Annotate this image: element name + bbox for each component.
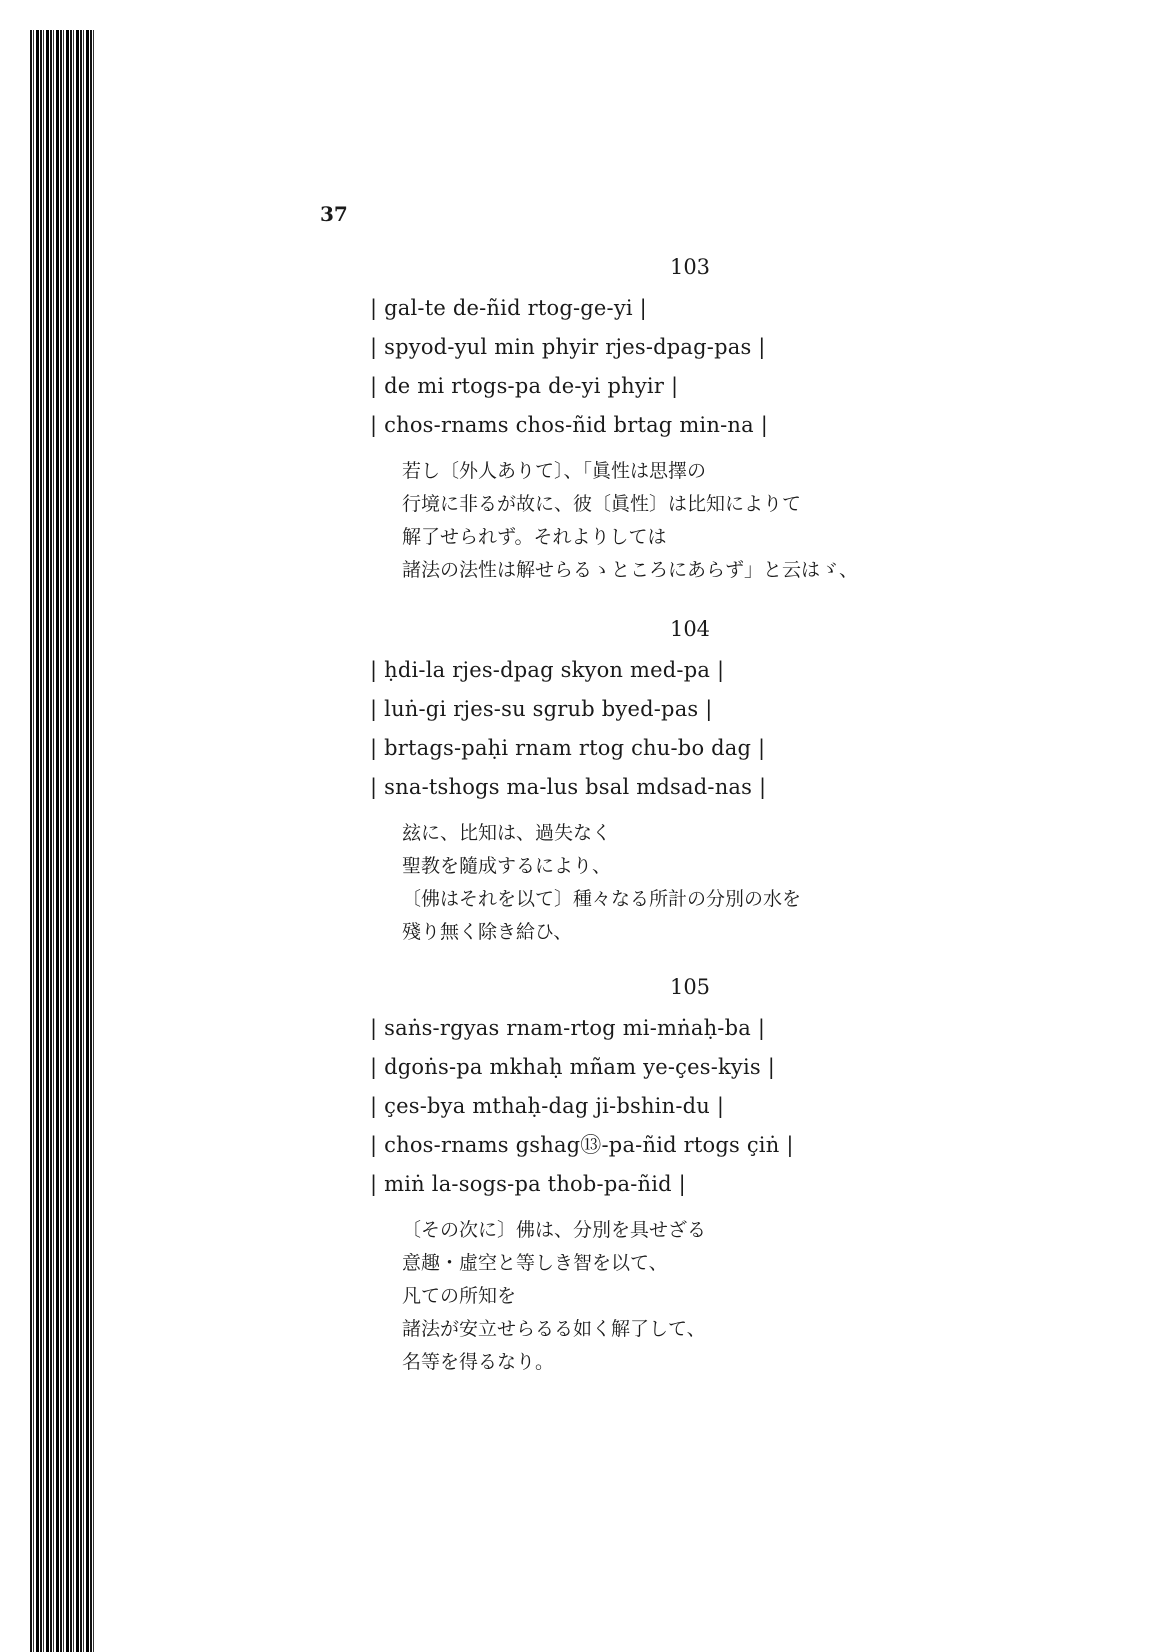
japanese-translation	[370, 817, 1010, 949]
japanese-line: 〔佛はそれを以て〕種々なる所計の分別の水を	[402, 888, 802, 910]
japanese-translation	[370, 1214, 1010, 1379]
japanese-line: 解了せられず。それよりしては	[402, 526, 667, 548]
japanese-line: 殘り無く除き給ひ、	[402, 921, 573, 943]
verse-number: 103	[669, 255, 711, 279]
japanese-line: 聖教を隨成するにより、	[402, 855, 612, 877]
tibetan-line: | spyod-yul min phyir rjes-dpag-pas |	[370, 335, 766, 359]
verse-section	[370, 617, 1010, 949]
tibetan-line: | de mi rtogs-pa de-yi phyir |	[370, 374, 679, 398]
japanese-line: 玆に、比知は、過失なく	[402, 822, 612, 844]
tibetan-line: | saṅs-rgyas rnam-rtog mi-mṅaḥ-ba |	[370, 1016, 766, 1040]
japanese-line: 意趣・虛空と等しき智を以て、	[402, 1252, 668, 1274]
verse-section	[370, 975, 1010, 1379]
japanese-line: 諸法の法性は解せらるゝところにあらず」と云はゞ、	[402, 559, 859, 581]
verse-number: 104	[669, 617, 711, 641]
tibetan-line: | brtags-paḥi rnam rtog chu-bo dag |	[370, 736, 766, 760]
japanese-translation	[370, 455, 1010, 587]
tibetan-line: | sna-tshogs ma-lus bsal mdsad-nas |	[370, 775, 767, 799]
tibetan-line: | ḥdi-la rjes-dpag skyon med-pa |	[370, 658, 725, 682]
tibetan-line: | çes-bya mthaḥ-dag ji-bshin-du |	[370, 1094, 725, 1118]
page-number: 37	[320, 202, 348, 226]
verse-section	[370, 255, 1010, 587]
japanese-line: 〔その次に〕佛は、分別を具せざる	[402, 1219, 707, 1241]
japanese-line: 行境に非るが故に、彼〔眞性〕は比知によりて	[402, 493, 802, 515]
tibetan-line: | luṅ-gi rjes-su sgrub byed-pas |	[370, 697, 713, 721]
scan-binding-edge	[30, 30, 94, 1652]
tibetan-line: | chos-rnams chos-ñid brtag min-na |	[370, 413, 768, 437]
tibetan-line: | chos-rnams gshag⑬-pa-ñid rtogs çiṅ |	[370, 1133, 794, 1157]
japanese-line: 凡ての所知を	[402, 1285, 517, 1307]
verse-number: 105	[669, 975, 711, 999]
japanese-line: 名等を得るなり。	[402, 1351, 555, 1373]
japanese-line: 若し〔外人ありて〕、「眞性は思擇の	[402, 460, 707, 482]
tibetan-line: | dgoṅs-pa mkhaḥ mñam ye-çes-kyis |	[370, 1055, 776, 1079]
tibetan-line: | gal-te de-ñid rtog-ge-yi |	[370, 296, 647, 320]
tibetan-line: | miṅ la-sogs-pa thob-pa-ñid |	[370, 1172, 686, 1196]
japanese-line: 諸法が安立せらるる如く解了して、	[402, 1318, 706, 1340]
